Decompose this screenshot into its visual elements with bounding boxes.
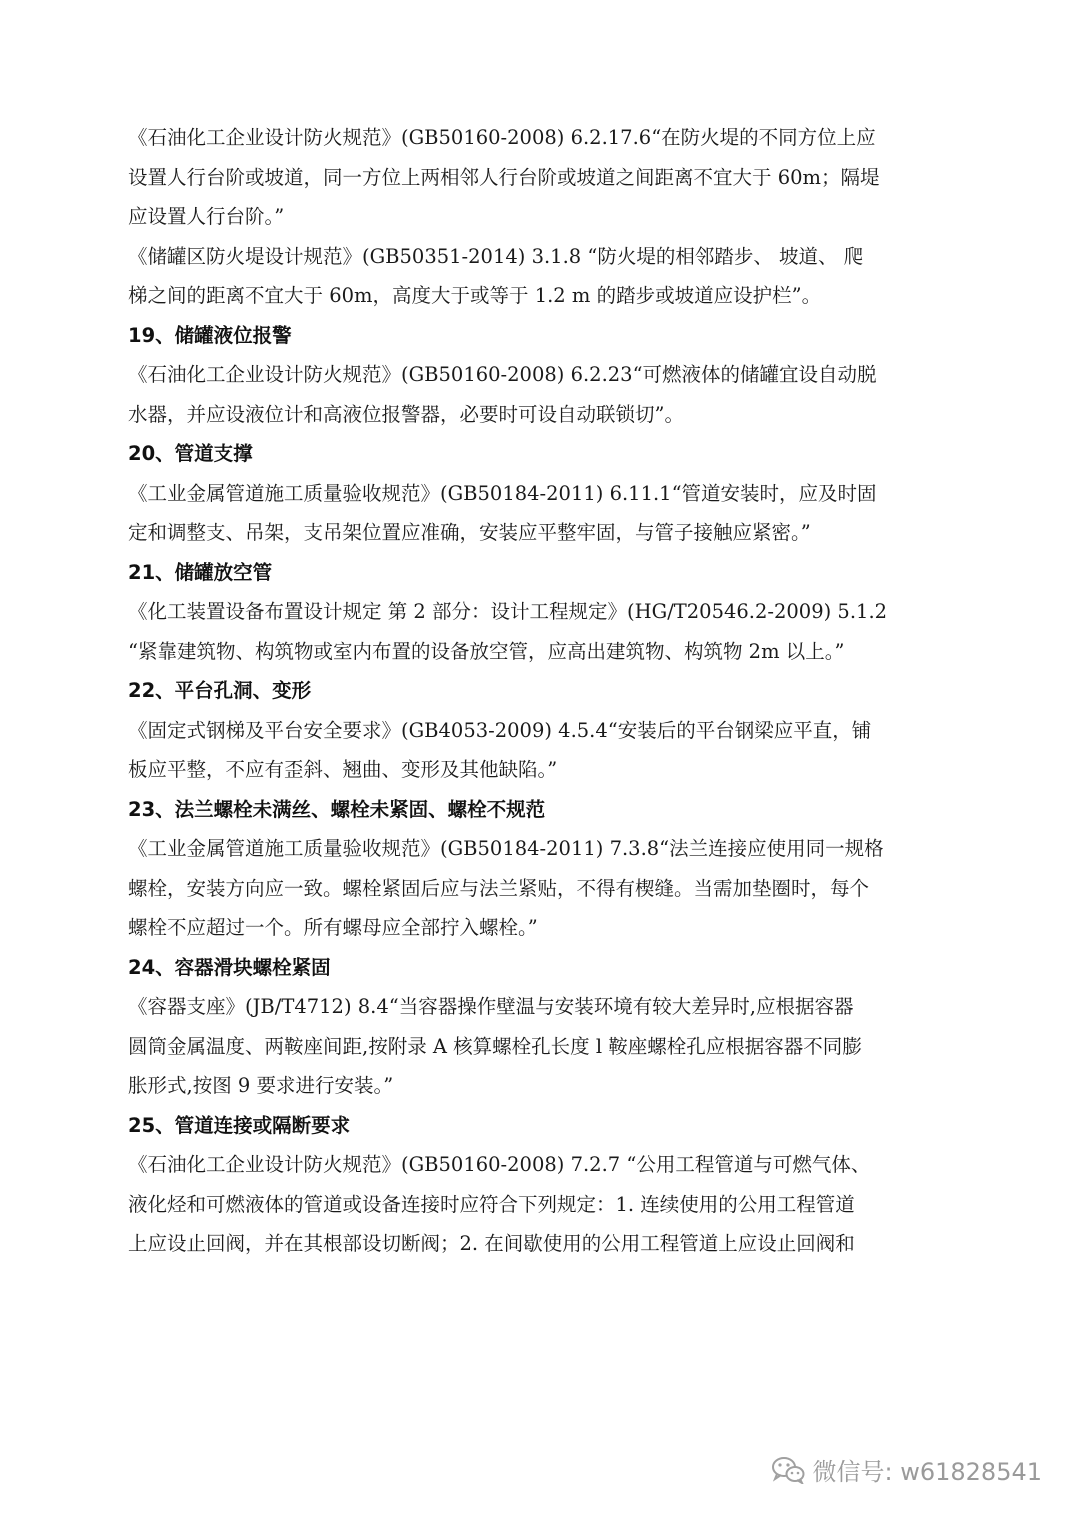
paragraph <box>128 355 956 434</box>
paragraph-line: 《固定式钢梯及平台安全要求》(GB4053-2009) 4.5.4“安装后的平台钢梁应平直，铺 <box>128 718 872 742</box>
paragraph-line: 设置人行台阶或坡道，同一方位上两相邻人行台阶或坡道之间距离不宜大于 60m；隔堤 <box>128 165 880 189</box>
paragraph-line: 《石油化工企业设计防火规范》(GB50160-2008) 6.2.23“可燃液体的储罐宜设自动脱 <box>128 363 877 386</box>
paragraph <box>128 1145 956 1264</box>
paragraph <box>128 474 956 553</box>
section-heading: 24、容器滑块螺栓紧固 <box>128 955 331 979</box>
paragraph-line: 定和调整支、吊架，支吊架位置应准确，安装应平整牢固，与管子接触应紧密。” <box>128 521 811 544</box>
paragraph-line: 应设置人行台阶。” <box>128 205 285 228</box>
paragraph-line: 《石油化工企业设计防火规范》(GB50160-2008) 7.2.7 “公用工程管道与可燃气体、 <box>128 1153 871 1176</box>
paragraph <box>128 118 956 237</box>
watermark-text: 微信号: w61828541 <box>812 1458 1042 1486</box>
paragraph-line: 梯之间的距离不宜大于 60m，高度大于或等于 1.2 m 的踏步或坡道应设护栏”。 <box>128 284 822 307</box>
section-heading: 22、平台孔洞、变形 <box>128 679 312 702</box>
section-heading: 25、管道连接或隔断要求 <box>128 1113 351 1137</box>
paragraph-line: 《石油化工企业设计防火规范》(GB50160-2008) 6.2.17.6“在防火堤的不同方位上应 <box>128 126 876 149</box>
paragraph-line: 水器，并应设液位计和高液位报警器，必要时可设自动联锁切”。 <box>128 402 684 426</box>
document-page <box>128 118 956 1264</box>
paragraph-line: 《储罐区防火堤设计规范》(GB50351-2014) 3.1.8 “防火堤的相邻踏步、 坡道、 爬 <box>128 244 864 268</box>
section-heading: 23、法兰螺栓未满丝、螺栓未紧固、螺栓不规范 <box>128 797 546 821</box>
paragraph-line: 螺栓不应超过一个。所有螺母应全部拧入螺栓。” <box>128 916 538 939</box>
wechat-icon <box>771 1456 805 1484</box>
section-heading: 21、储罐放空管 <box>128 560 273 584</box>
paragraph-line: “紧靠建筑物、构筑物或室内布置的设备放空管，应高出建筑物、构筑物 2m 以上。” <box>128 639 845 663</box>
paragraph <box>128 711 956 790</box>
section-heading: 20、管道支撑 <box>128 442 253 465</box>
paragraph-line: 《工业金属管道施工质量验收规范》(GB50184-2011) 7.3.8“法兰连接应使用同一规格 <box>128 837 884 860</box>
paragraph-line: 胀形式,按图 9 要求进行安装。” <box>128 1074 394 1097</box>
paragraph-line: 液化烃和可燃液体的管道或设备连接时应符合下列规定：1. 连续使用的公用工程管道 <box>128 1192 855 1216</box>
paragraph-line: 《容器支座》(JB/T4712) 8.4“当容器操作壁温与安装环境有较大差异时,应根据容器 <box>128 995 854 1018</box>
paragraph <box>128 237 956 316</box>
paragraph-line: 《化工装置设备布置设计规定 第 2 部分：设计工程规定》(HG/T20546.2-2009) 5.1.2 <box>128 600 888 623</box>
paragraph <box>128 829 956 948</box>
paragraph-line: 圆筒金属温度、两鞍座间距,按附录 A 核算螺栓孔长度 l 鞍座螺栓孔应根据容器不同膨 <box>128 1034 862 1058</box>
paragraph-line: 《工业金属管道施工质量验收规范》(GB50184-2011) 6.11.1“管道安装时，应及时固 <box>128 481 877 505</box>
paragraph-line: 板应平整，不应有歪斜、翘曲、变形及其他缺陷。” <box>128 758 558 781</box>
paragraph <box>128 592 956 671</box>
paragraph <box>128 987 956 1106</box>
watermark <box>771 1452 1043 1487</box>
section-heading: 19、储罐液位报警 <box>128 323 292 347</box>
paragraph-line: 螺栓，安装方向应一致。螺栓紧固后应与法兰紧贴，不得有楔缝。当需加垫圈时，每个 <box>128 876 870 900</box>
paragraph-line: 上应设止回阀，并在其根部设切断阀；2. 在间歇使用的公用工程管道上应设止回阀和 <box>128 1232 855 1255</box>
